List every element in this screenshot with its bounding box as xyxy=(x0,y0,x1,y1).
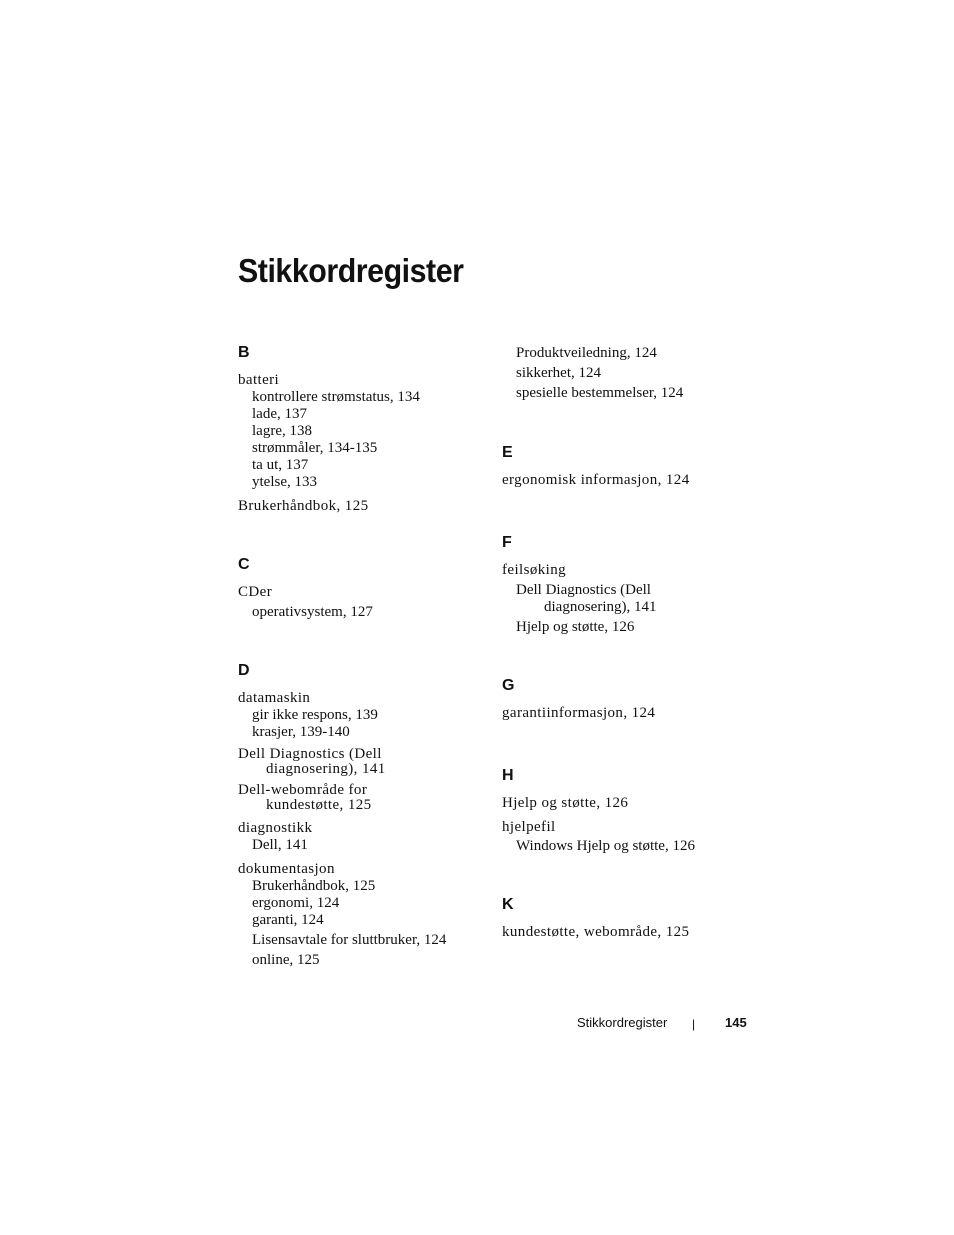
footer-section-label: Stikkordregister xyxy=(577,1015,668,1030)
index-subentry: gir ikke respons, 139 xyxy=(252,707,378,723)
index-entry: dokumentasjon xyxy=(238,861,335,877)
index-entry: kundestøtte, webområde, 125 xyxy=(502,924,690,940)
index-subentry: Produktveiledning, 124 xyxy=(516,345,657,361)
index-subentry: operativsystem, 127 xyxy=(252,604,373,620)
section-e xyxy=(502,443,752,489)
index-entry: Hjelp og støtte, 126 xyxy=(502,795,629,811)
section-letter: C xyxy=(238,556,250,573)
index-entry: garantiinformasjon, 124 xyxy=(502,705,656,721)
index-entry: ergonomisk informasjon, 124 xyxy=(502,472,690,488)
index-subentry: Lisensavtale for sluttbruker, 124 xyxy=(252,932,447,948)
index-subentry: lade, 137 xyxy=(252,406,307,422)
section-b xyxy=(238,343,478,515)
index-subentry: krasjer, 139-140 xyxy=(252,724,350,740)
index-subentry-continuation: diagnosering), 141 xyxy=(544,599,657,615)
index-entry: Brukerhåndbok, 125 xyxy=(238,498,369,514)
index-entry: diagnostikk xyxy=(238,820,313,836)
page-title: Stikkordregister xyxy=(238,252,464,289)
index-subentry: Brukerhåndbok, 125 xyxy=(252,878,376,894)
index-entry-line: Dell Diagnostics (Dell xyxy=(238,746,382,762)
index-entry: hjelpefil xyxy=(502,819,556,835)
index-column-right xyxy=(502,343,752,967)
section-letter: F xyxy=(502,534,512,551)
index-entry: feilsøking xyxy=(502,562,566,578)
section-k xyxy=(502,895,752,941)
index-subentry: Dell, 141 xyxy=(252,837,308,853)
index-entry-wrapped xyxy=(238,747,478,777)
index-subentry: ta ut, 137 xyxy=(252,457,309,473)
section-d xyxy=(238,661,478,969)
index-entry: datamaskin xyxy=(238,690,311,706)
index-subentry: garanti, 124 xyxy=(252,912,324,928)
index-subentry-line: Dell Diagnostics (Dell xyxy=(516,582,651,598)
section-letter: D xyxy=(238,662,250,679)
section-letter: G xyxy=(502,677,515,694)
index-entry-wrapped xyxy=(238,783,478,813)
index-column-left xyxy=(238,343,478,995)
section-letter: B xyxy=(238,344,250,361)
index-subentry: Hjelp og støtte, 126 xyxy=(516,619,635,635)
section-c xyxy=(238,555,478,621)
index-subentry: strømmåler, 134-135 xyxy=(252,440,378,456)
index-subentry: online, 125 xyxy=(252,952,320,968)
index-subentry: kontrollere strømstatus, 134 xyxy=(252,389,420,405)
section-f xyxy=(502,533,752,636)
index-subentry-wrapped xyxy=(502,582,752,616)
index-entry-line: Dell-webområde for xyxy=(238,782,368,798)
section-letter: H xyxy=(502,767,514,784)
index-entry-continuation: diagnosering), 141 xyxy=(266,761,386,777)
index-entry: CDer xyxy=(238,584,273,600)
index-subentry: ergonomi, 124 xyxy=(252,895,340,911)
index-entry: batteri xyxy=(238,372,280,388)
index-entry-continuation: kundestøtte, 125 xyxy=(266,797,372,813)
section-h xyxy=(502,766,752,855)
index-subentry: ytelse, 133 xyxy=(252,474,317,490)
page-number: 145 xyxy=(725,1015,747,1030)
section-letter: K xyxy=(502,896,514,913)
section-d-continued xyxy=(502,343,752,403)
index-subentry: Windows Hjelp og støtte, 126 xyxy=(516,838,695,854)
section-g xyxy=(502,676,752,722)
index-subentry: sikkerhet, 124 xyxy=(516,365,601,381)
index-subentry: lagre, 138 xyxy=(252,423,312,439)
section-letter: E xyxy=(502,444,513,461)
footer-separator: | xyxy=(692,1017,696,1031)
index-subentry: spesielle bestemmelser, 124 xyxy=(516,385,684,401)
